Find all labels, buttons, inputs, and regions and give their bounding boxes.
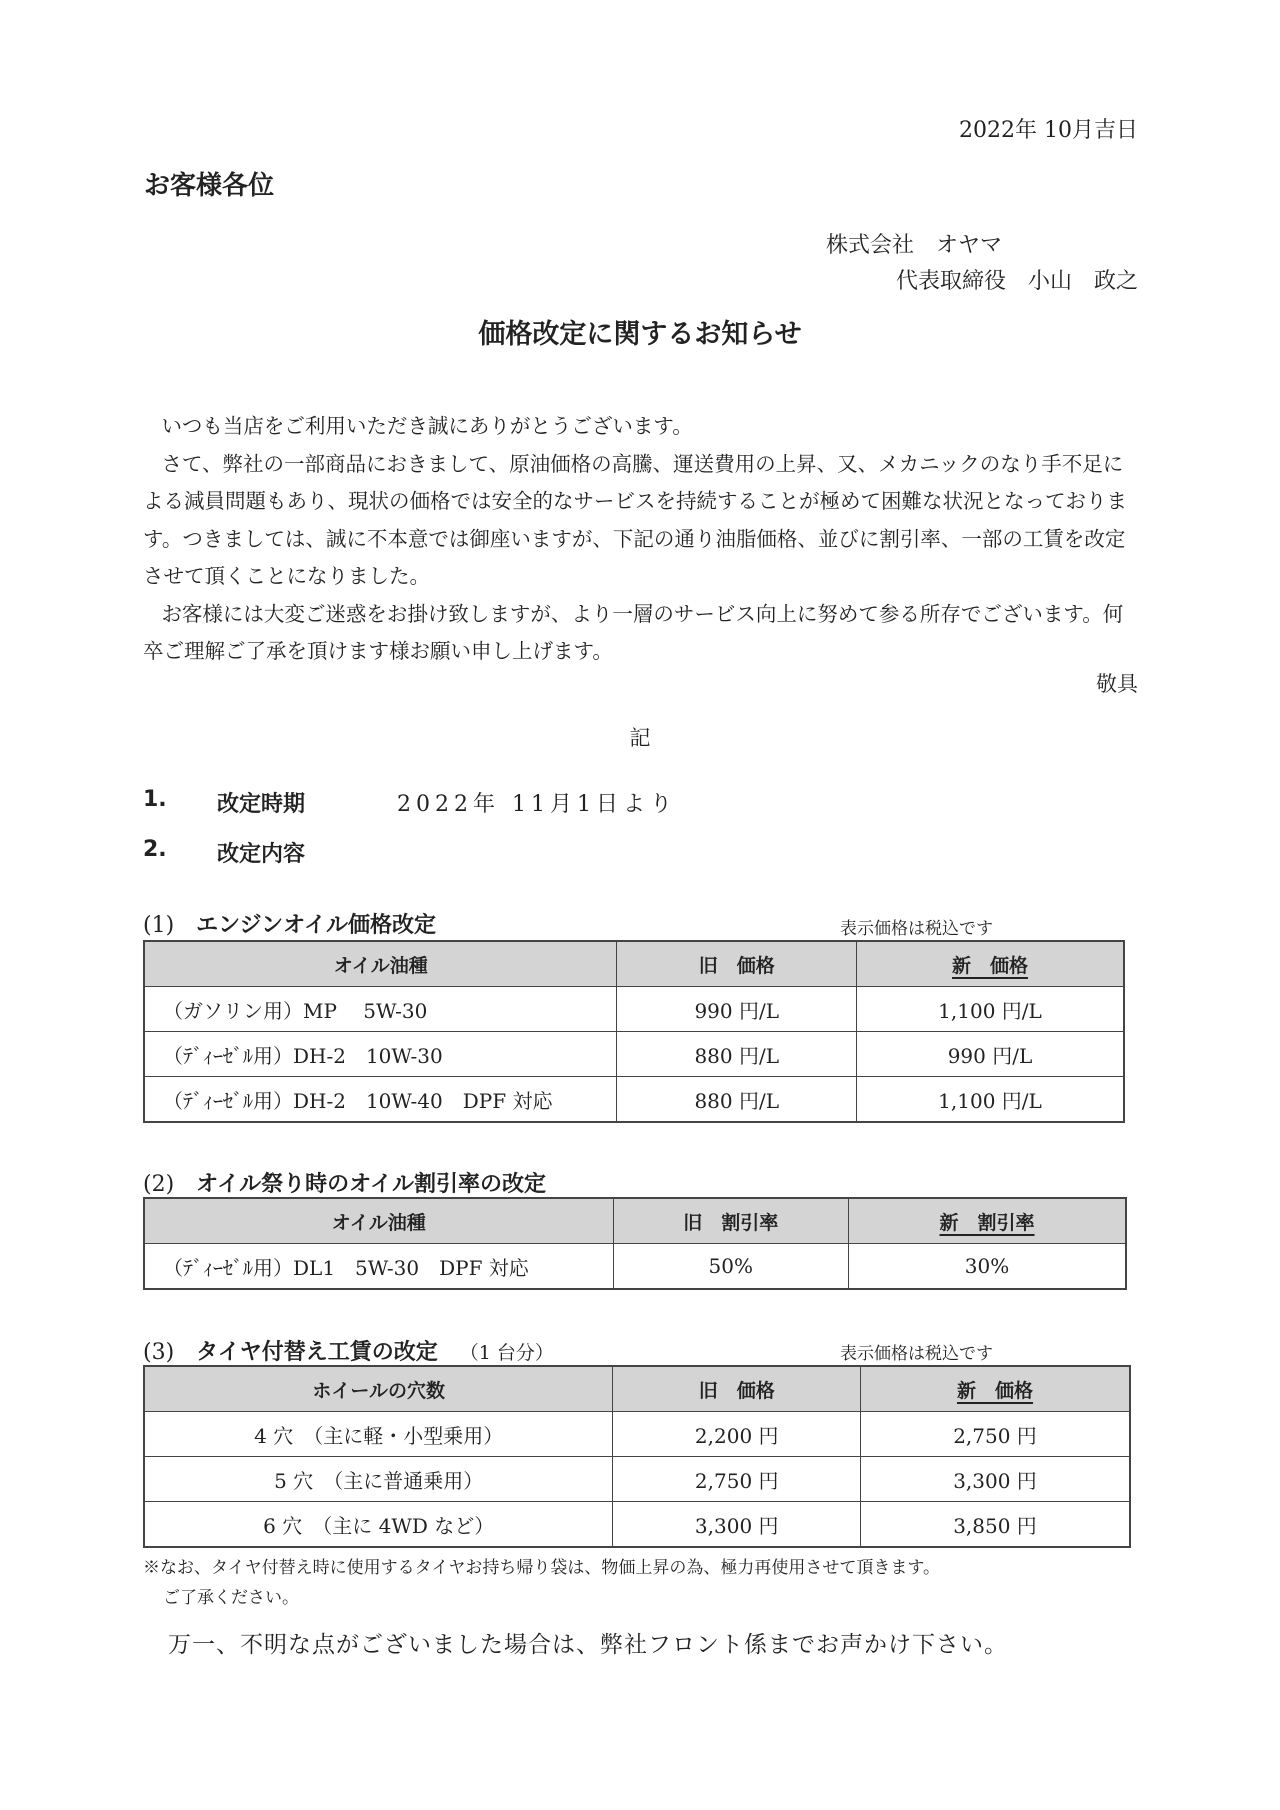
- item-number: 1.: [143, 787, 167, 812]
- section-heading-tire-labor: [143, 1335, 554, 1366]
- wheel-holes-cell: 5 穴 （主に普通乗用）: [144, 1457, 613, 1502]
- table-row: [144, 1244, 1126, 1290]
- column-header: オイル油種: [144, 1198, 613, 1244]
- section-number: (1): [143, 913, 175, 938]
- table-row: [144, 987, 1124, 1032]
- new-rate-cell: 30%: [849, 1244, 1126, 1290]
- body-paragraph: さて、弊社の一部商品におきまして、原油価格の高騰、運送費用の上昇、又、メカニックのなり手不足による減員問題もあり、現状の価格では安全的なサービスを持続することが極めて困難な状況となっております。つきましては、誠に不本意では御座いますが、下記の通り油脂価格、並びに割引率、一部の工賃を改定させて頂くことになりました。: [143, 451, 1127, 588]
- column-header: 旧 価格: [613, 1366, 861, 1412]
- wheel-holes-cell: 6 穴 （主に 4WD など）: [144, 1502, 613, 1548]
- tire-labor-price-table: [143, 1365, 1131, 1548]
- tax-note: 表示価格は税込です: [840, 1344, 993, 1364]
- page-title: 価格改定に関するお知らせ: [478, 319, 802, 350]
- old-price-cell: 880 円/L: [617, 1032, 857, 1077]
- new-price-cell: 3,850 円: [861, 1502, 1131, 1548]
- table-header-row: [144, 1198, 1126, 1244]
- section-number: (2): [143, 1172, 175, 1197]
- table-row: [144, 1457, 1130, 1502]
- new-price-cell: 990 円/L: [856, 1032, 1124, 1077]
- oil-type-cell: （ガソリン用）MP 5W-30: [144, 987, 617, 1032]
- new-price-cell: 3,300 円: [861, 1457, 1131, 1502]
- closing-word: 敬具: [1096, 672, 1138, 696]
- table-row: [144, 1077, 1124, 1123]
- column-header: 旧 価格: [617, 941, 857, 987]
- table-header-row: [144, 941, 1124, 987]
- footnote: [143, 1553, 940, 1613]
- oil-type-cell: （ﾃﾞｨｰｾﾞﾙ用）DH-2 10W-40 DPF 対応: [144, 1077, 617, 1123]
- new-price-cell: 2,750 円: [861, 1412, 1131, 1457]
- footnote-line: ※なお、タイヤ付替え時に使用するタイヤお持ち帰り袋は、物価上昇の為、極力再使用させて頂きます。: [143, 1558, 940, 1578]
- item-label: 改定内容: [217, 842, 306, 867]
- old-price-cell: 2,200 円: [613, 1412, 861, 1457]
- item-label: 改定時期: [217, 792, 306, 817]
- item-revision-content: [143, 837, 397, 868]
- tax-note: 表示価格は税込です: [840, 919, 993, 939]
- old-price-cell: 880 円/L: [617, 1077, 857, 1123]
- new-price-cell: 1,100 円/L: [856, 1077, 1124, 1123]
- column-header: 旧 割引率: [613, 1198, 849, 1244]
- oil-type-cell: （ﾃﾞｨｰｾﾞﾙ用）DL1 5W-30 DPF 対応: [144, 1244, 613, 1290]
- old-rate-cell: 50%: [613, 1244, 849, 1290]
- section-heading-engine-oil: [143, 908, 436, 939]
- body-paragraph: お客様には大変ご迷惑をお掛け致しますが、より一層のサービス向上に努めて参る所存でございます。何卒ご理解ご了承を頂けます様お願い申し上げます。: [143, 601, 1124, 663]
- item-value: 2022年 11月1日より: [397, 792, 677, 817]
- ki-marker: 記: [629, 726, 651, 750]
- old-price-cell: 990 円/L: [617, 987, 857, 1032]
- column-header: 新 価格: [861, 1366, 1131, 1412]
- item-number: 2.: [143, 837, 167, 862]
- company-name: 株式会社 オヤマ: [826, 233, 1003, 258]
- section-heading-discount: [143, 1167, 546, 1198]
- footnote-line: ご了承ください。: [163, 1588, 299, 1608]
- column-header: ホイールの穴数: [144, 1366, 613, 1412]
- table-row: [144, 1502, 1130, 1548]
- document-date: 2022年 10月吉日: [959, 118, 1138, 143]
- letter-body: [143, 408, 1143, 671]
- body-paragraph: いつも当店をご利用いただき誠にありがとうございます。: [161, 414, 693, 438]
- old-price-cell: 3,300 円: [613, 1502, 861, 1548]
- item-revision-date: [143, 787, 677, 818]
- table-row: [144, 1412, 1130, 1457]
- table-row: [144, 1032, 1124, 1077]
- section-number: (3): [143, 1340, 175, 1365]
- discount-rate-table: [143, 1197, 1127, 1290]
- new-price-cell: 1,100 円/L: [856, 987, 1124, 1032]
- representative-name: 代表取締役 小山 政之: [895, 269, 1138, 294]
- section-title: オイル祭り時のオイル割引率の改定: [196, 1172, 546, 1197]
- column-header: 新 価格: [856, 941, 1124, 987]
- engine-oil-price-table: [143, 940, 1125, 1123]
- wheel-holes-cell: 4 穴 （主に軽・小型乗用）: [144, 1412, 613, 1457]
- column-header: オイル油種: [144, 941, 617, 987]
- final-note: 万一、不明な点がございました場合は、弊社フロント係までお声かけ下さい。: [168, 1632, 1008, 1658]
- table-header-row: [144, 1366, 1130, 1412]
- oil-type-cell: （ﾃﾞｨｰｾﾞﾙ用）DH-2 10W-30: [144, 1032, 617, 1077]
- addressee: お客様各位: [144, 171, 275, 201]
- old-price-cell: 2,750 円: [613, 1457, 861, 1502]
- section-subtitle: （1 台分）: [459, 1342, 554, 1364]
- column-header: 新 割引率: [849, 1198, 1126, 1244]
- section-title: タイヤ付替え工賃の改定: [196, 1340, 438, 1365]
- section-title: エンジンオイル価格改定: [196, 913, 436, 938]
